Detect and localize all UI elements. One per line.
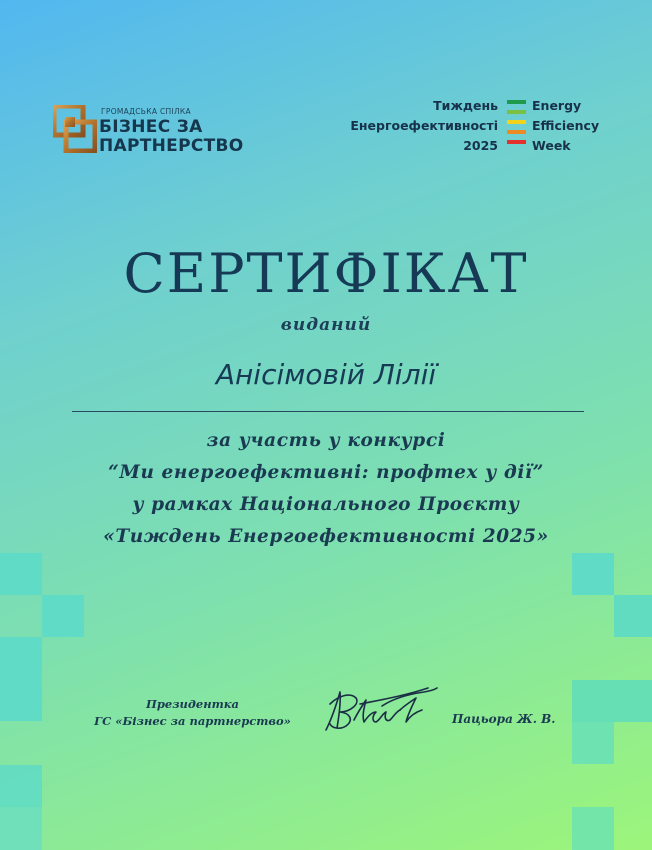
deco-pixel-block <box>572 680 652 722</box>
energy-bar-3 <box>507 120 526 124</box>
deco-pixel-block <box>0 637 42 721</box>
event-logo <box>340 98 610 158</box>
deco-pixel-block <box>42 595 84 637</box>
event-name-ua-2: Енергоефективності <box>350 118 498 133</box>
recipient-name: Анісімовій Лілії <box>215 358 437 391</box>
deco-pixel-block <box>0 553 42 595</box>
description-line-4: «Тиждень Енергоефективності 2025» <box>103 526 549 547</box>
org-logo <box>53 105 253 157</box>
description-line-3: у рамках Національного Проєкту <box>132 494 520 515</box>
event-name-en-2: Efficiency <box>532 118 600 133</box>
org-logo-icon <box>53 105 97 153</box>
energy-bar-2 <box>507 110 526 114</box>
recipient-underline <box>72 411 584 412</box>
signer-name: Пацьора Ж. В. <box>452 712 556 726</box>
deco-pixel-block <box>572 722 614 764</box>
certificate-title: СЕРТИФІКАТ <box>123 242 529 305</box>
description-line-1: за участь у конкурсі <box>206 430 446 451</box>
event-name-ua-1: Тиждень <box>433 98 498 113</box>
org-name-line2: ПАРТНЕРСТВО <box>99 136 244 156</box>
issued-label: виданий <box>280 315 372 335</box>
energy-bar-1 <box>507 100 526 104</box>
description-line-2: “Ми енергоефективні: профтех у дії” <box>108 462 544 483</box>
handwritten-signature-icon <box>320 682 440 738</box>
deco-pixel-block <box>572 553 614 595</box>
org-type-label: ГРОМАДСЬКА СПІЛКА <box>101 107 191 116</box>
signer-title: Президентка <box>145 697 240 711</box>
event-name-ua-3: 2025 <box>463 138 498 153</box>
deco-pixel-block <box>0 807 42 850</box>
org-name-line1: БІЗНЕС ЗА <box>99 117 203 137</box>
event-name-en-1: Energy <box>532 98 582 113</box>
deco-pixel-block <box>572 807 614 850</box>
event-name-en-3: Week <box>532 138 571 153</box>
deco-pixel-block <box>614 595 652 637</box>
deco-pixel-block <box>0 765 42 807</box>
energy-bar-5 <box>507 140 526 144</box>
energy-bar-4 <box>507 130 526 134</box>
signer-organization: ГС «Бізнес за партнерство» <box>94 714 291 728</box>
